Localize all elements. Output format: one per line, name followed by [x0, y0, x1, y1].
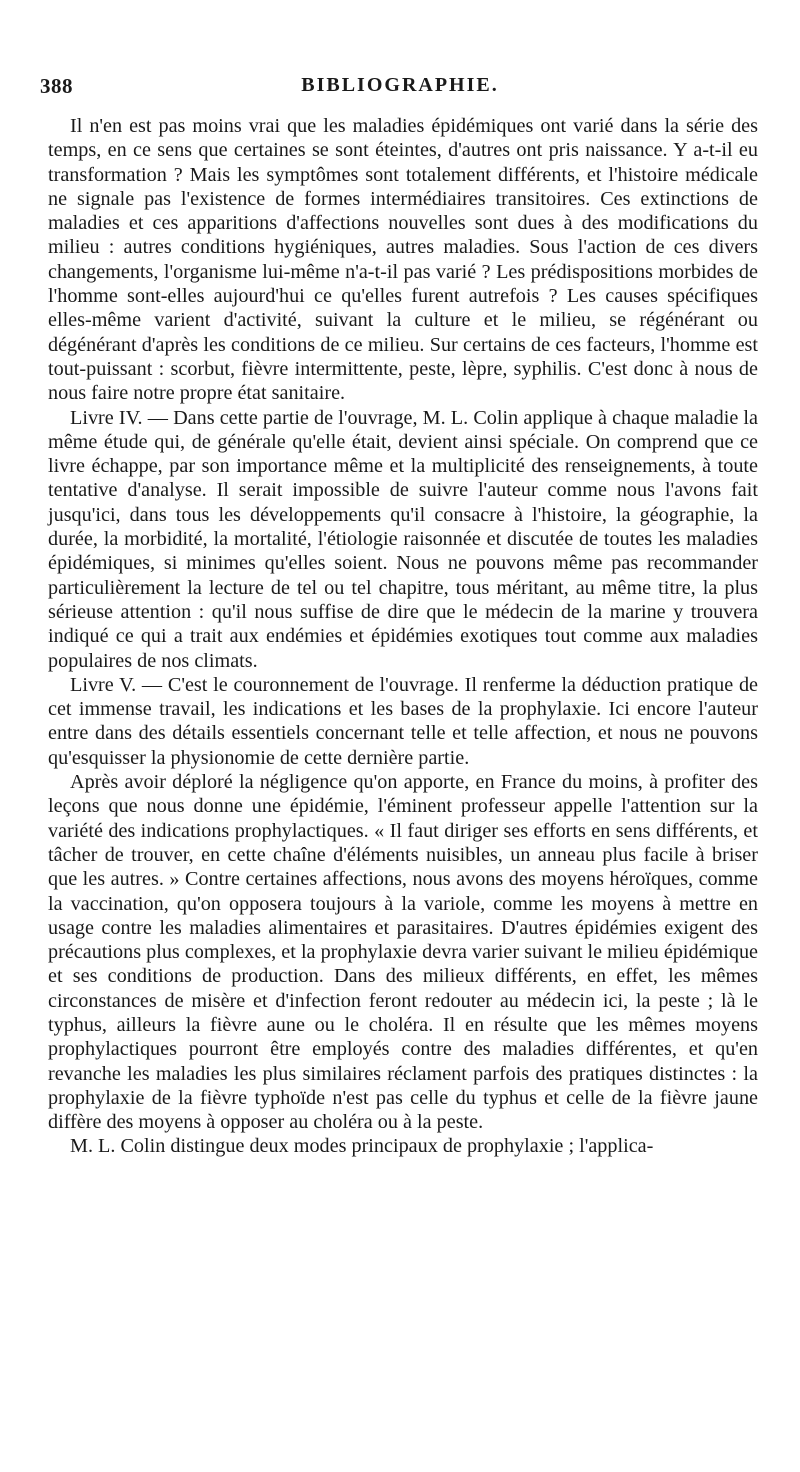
paragraph-history-of-epidemics: Il n'en est pas moins vrai que les maladies épidémiques ont varié dans la série des temps, en ce sens que certaines se sont éteintes, d'autres ont pris naissance. Y a-t-il eu transformation ? Mais les symptômes sont totalement différents, et l'histoire médicale ne signale pas l'existence de formes intermédiaires transitoires. Ces extinctions de maladies et ces apparitions d'affections nouvelles sont dues à des modifications du milieu : autres conditions hygiéniques, autres maladies. Sous l'action de ces divers changements, l'organisme lui-même n'a-t-il pas varié ? Les prédispositions morbides de l'homme sont-elles aujourd'hui ce qu'elles furent autrefois ? Les causes spécifiques elles-même varient d'activité, suivant la culture et le milieu, se régénérant ou dégénérant d'après les conditions de ce milieu. Sur certains de ces facteurs, l'homme est tout-puissant : scorbut, fièvre intermittente, peste, lèpre, syphilis. C'est donc à nous de nous faire notre propre état sanitaire. — [48, 115, 758, 405]
page-number: 388 — [40, 74, 73, 98]
body-text — [48, 114, 758, 1159]
paragraph-two-modes: M. L. Colin distingue deux modes principaux de prophylaxie ; l'applica- — [70, 1135, 654, 1158]
paragraph-livre-v: Livre V. — C'est le couronnement de l'ouvrage. Il renferme la déduction pratique de cet immense travail, les indications et les bases de la prophylaxie. Ici encore l'auteur entre dans des détails essentiels concernant telle et telle affection, et nous ne pouvons qu'esquisser la physionomie de cette dernière partie. — [48, 673, 758, 769]
running-head-title: BIBLIOGRAPHIE. — [301, 74, 499, 96]
paragraph-prophylaxis: Après avoir déploré la négligence qu'on apporte, en France du moins, à profiter des leçons que nous donne une épidémie, l'éminent professeur appelle l'attention sur la variété des indications prophylactiques. « Il faut diriger ses efforts en sens différents, et tâcher de trouver, en cette chaîne d'éléments nuisibles, un anneau plus facile à briser que les autres. » Contre certaines affections, nous avons des moyens héroïques, comme la vaccination, qu'on opposera toujours à la variole, comme les moyens à mettre en usage contre les maladies alimentaires et parasitaires. D'autres épidémies exigent des précautions plus complexes, et la prophylaxie devra varier suivant le milieu épidémique et ses conditions de production. Dans des milieux différents, en effet, les mêmes circonstances de misère et d'infection feront redouter au médecin ici, la peste ; là le typhus, ailleurs la fièvre aune ou le choléra. Il en résulte que les mêmes moyens prophylactiques pourront être employés contre des maladies différentes, et qu'en revanche les maladies les plus similaires réclament parfois des pratiques distinctes : la prophylaxie de la fièvre typhoïde n'est pas celle du typhus et celle de la fièvre jaune diffère des moyens à opposer au choléra ou à la peste. — [48, 771, 758, 1134]
running-head — [40, 74, 760, 102]
paragraph-livre-iv: Livre IV. — Dans cette partie de l'ouvrage, M. L. Colin applique à chaque maladie la même étude qui, de générale qu'elle était, devient ainsi spéciale. On comprend que ce livre échappe, par son importance même et la multiplicité des renseignements, à toute tentative d'analyse. Il serait impossible de suivre l'auteur comme nous l'avons fait jusqu'ici, dans tous les développements qu'il consacre à l'histoire, la géographie, la durée, la morbidité, la mortalité, l'étiologie raisonnée et discutée de toutes les maladies épidémiques, si minimes qu'elles soient. Nous ne pouvons même pas recommander particulièrement la lecture de tel ou tel chapitre, tous méritant, au même titre, la plus sérieuse attention : qu'il nous suffise de dire que le médecin de la marine y trouvera indiqué ce qui a trait aux endémies et épidémies exotiques tout comme aux maladies populaires de nos climats. — [48, 406, 758, 672]
